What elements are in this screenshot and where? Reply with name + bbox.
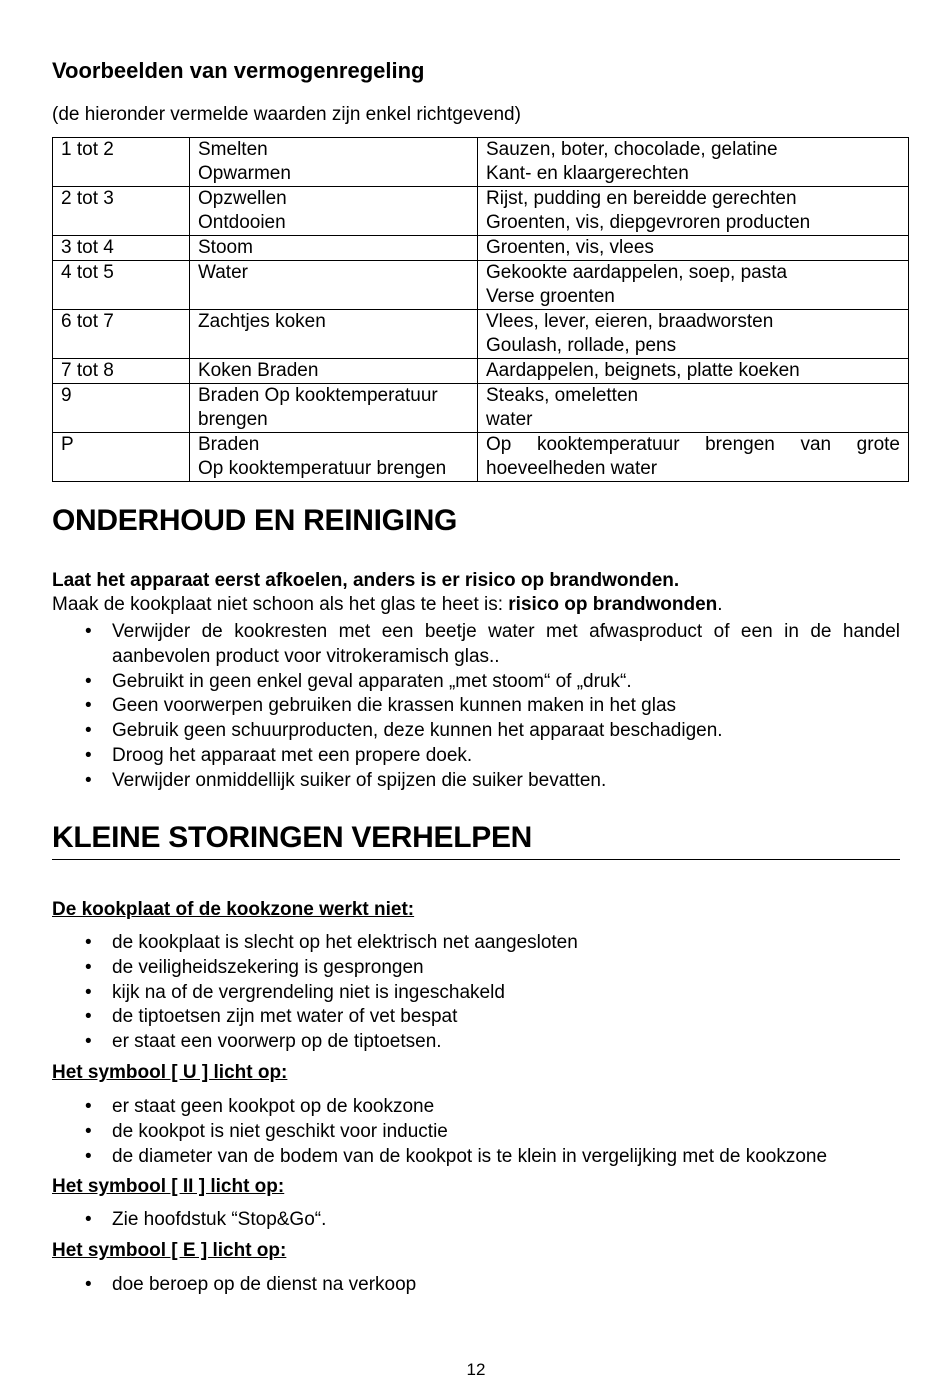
power-settings-note: (de hieronder vermelde waarden zijn enkel richtgevend) (52, 104, 521, 125)
level-cell: 3 tot 4 (53, 236, 190, 261)
list-item: • Droog het apparaat met een propere doek. (52, 744, 900, 769)
cleaning-list (52, 620, 900, 794)
list-item: • kijk na of de vergrendeling niet is ingeschakeld (52, 981, 900, 1006)
list-item: • Verwijder onmiddellijk suiker of spijzen die suiker bevatten. (52, 769, 900, 794)
food-cell: Steaks, omeletten water (478, 384, 909, 433)
trouble-group-heading: Het symbool [ E ] licht op: (52, 1240, 287, 1261)
power-settings-heading: Voorbeelden van vermogenregeling (52, 58, 425, 83)
mode-cell: Braden Op kooktemperatuur brengen (190, 433, 478, 482)
mode-cell: Zachtjes koken (190, 310, 478, 359)
food-cell: Op kooktemperatuur brengen van grote hoeveelheden water (478, 433, 909, 482)
level-cell: 9 (53, 384, 190, 433)
table-row (53, 138, 909, 187)
list-item: • de tiptoetsen zijn met water of vet bespat (52, 1005, 900, 1030)
table-row (53, 433, 909, 482)
food-cell: Groenten, vis, vlees (478, 236, 909, 261)
food-cell: Aardappelen, beignets, platte koeken (478, 359, 909, 384)
level-cell: P (53, 433, 190, 482)
food-cell: Vlees, lever, eieren, braadworsten Goulash, rollade, pens (478, 310, 909, 359)
cleaning-instruction: Maak de kookplaat niet schoon als het glas te heet is: risico op brandwonden. (52, 594, 723, 615)
table-row (53, 359, 909, 384)
list-item: • de diameter van de bodem van de kookpot is te klein in vergelijking met de kookzone (52, 1145, 900, 1170)
list-item: • Zie hoofdstuk “Stop&Go“. (52, 1208, 900, 1233)
list-item: • er staat geen kookpot op de kookzone (52, 1095, 900, 1120)
list-item: • Gebruik geen schuurproducten, deze kunnen het apparaat beschadigen. (52, 719, 900, 744)
table-row (53, 187, 909, 236)
power-settings-table (52, 137, 909, 482)
trouble-group-heading: Het symbool [ U ] licht op: (52, 1062, 288, 1083)
level-cell: 2 tot 3 (53, 187, 190, 236)
food-cell: Sauzen, boter, chocolade, gelatine Kant- en klaargerechten (478, 138, 909, 187)
level-cell: 6 tot 7 (53, 310, 190, 359)
list-item: • Gebruikt in geen enkel geval apparaten „met stoom“ of „druk“. (52, 670, 900, 695)
mode-cell: Opzwellen Ontdooien (190, 187, 478, 236)
food-cell: Gekookte aardappelen, soep, pasta Verse groenten (478, 261, 909, 310)
burn-warning: Laat het apparaat eerst afkoelen, anders is er risico op brandwonden. (52, 570, 680, 591)
mode-cell: Koken Braden (190, 359, 478, 384)
maintenance-heading: ONDERHOUD EN REINIGING (52, 504, 458, 537)
trouble-list (52, 1208, 900, 1233)
list-item: • er staat een voorwerp op de tiptoetsen. (52, 1030, 900, 1055)
table-row (53, 261, 909, 310)
level-cell: 7 tot 8 (53, 359, 190, 384)
list-item: • de kookplaat is slecht op het elektrisch net aangesloten (52, 931, 900, 956)
trouble-list (52, 1273, 900, 1298)
trouble-list (52, 931, 900, 1055)
food-cell: Rijst, pudding en bereidde gerechten Groenten, vis, diepgevroren producten (478, 187, 909, 236)
list-item: • doe beroep op de dienst na verkoop (52, 1273, 900, 1298)
trouble-list (52, 1095, 900, 1169)
table-row (53, 236, 909, 261)
page-number: 12 (466, 1360, 486, 1379)
level-cell: 4 tot 5 (53, 261, 190, 310)
list-item: • de kookpot is niet geschikt voor inductie (52, 1120, 900, 1145)
level-cell: 1 tot 2 (53, 138, 190, 187)
trouble-group-heading: De kookplaat of de kookzone werkt niet: (52, 899, 415, 920)
mode-cell: Water (190, 261, 478, 310)
list-item: • de veiligheidszekering is gesprongen (52, 956, 900, 981)
trouble-group-heading: Het symbool [ II ] licht op: (52, 1176, 285, 1197)
table-row (53, 310, 909, 359)
troubleshooting-heading: KLEINE STORINGEN VERHELPEN (52, 821, 900, 860)
mode-cell: Stoom (190, 236, 478, 261)
list-item: • Verwijder de kookresten met een beetje water met afwasproduct of een in de handel aanbevolen product voor vitrokeramisch glas.. (52, 620, 900, 670)
table-row (53, 384, 909, 433)
mode-cell: Smelten Opwarmen (190, 138, 478, 187)
mode-cell: Braden Op kooktemperatuur brengen (190, 384, 478, 433)
list-item: • Geen voorwerpen gebruiken die krassen kunnen maken in het glas (52, 694, 900, 719)
